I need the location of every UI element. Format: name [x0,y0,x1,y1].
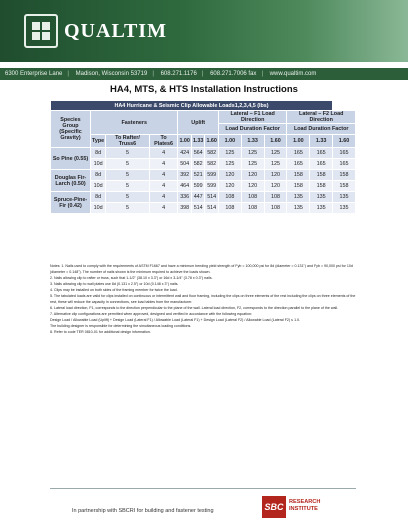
uplift-cell: 398 [178,203,192,214]
col-f2: Lateral – F2 Load Direction [287,111,356,124]
factor-cell: 1.33 [310,135,333,148]
f2-cell: 158 [310,170,333,181]
f2-cell: 135 [333,203,356,214]
rafter-cell: 5 [106,159,150,170]
contact-city: Madison, Wisconsin 53719 [75,71,148,77]
f2-cell: 165 [287,148,310,159]
f1-cell: 125 [241,148,264,159]
ldf-label: Load Duration Factor [218,124,287,135]
plates-cell: 4 [149,170,178,181]
type-cell: 8d [91,148,106,159]
note-item: 3. Nails allowing clip to wall plates use 8d (0.131 x 2.5") or 10d (0.148 x 3") nails. [50,281,179,286]
table-row [51,170,356,181]
f2-cell: 158 [333,170,356,181]
col-f1: Lateral – F1 Load Direction [218,111,287,124]
f2-cell: 165 [310,148,333,159]
f2-cell: 135 [287,203,310,214]
rafter-cell: 5 [106,203,150,214]
factor-cell: 1.60 [205,135,219,148]
f2-cell: 135 [287,192,310,203]
uplift-cell: 599 [205,181,219,192]
f2-cell: 158 [310,181,333,192]
sub-rafter: To Rafter/ Truss6 [106,135,150,148]
note-item: 5. The tabulated loads are valid for clips installed on continuous or intermittent wall and floor framing, including the clips on three elements of the rest including the clips on three elements of the rest, these will reduce the capacity in connections, see load tables from the manufacturer. [50,293,356,304]
f2-cell: 135 [333,192,356,203]
factor-cell: 1.60 [264,135,287,148]
uplift-cell: 514 [205,192,219,203]
plates-cell: 4 [149,159,178,170]
uplift-cell: 447 [191,192,205,203]
f2-cell: 165 [333,148,356,159]
f1-cell: 108 [241,192,264,203]
f1-cell: 125 [241,159,264,170]
note-item: 7. Alternative clip configurations are permitted when approved, designed and verified in accordance with the following equation: [50,311,252,316]
f1-cell: 120 [241,181,264,192]
sbc-research-logo [262,496,332,518]
contact-phone: 608.271.1176 [160,71,197,77]
table-row [51,159,356,170]
factor-cell: 1.60 [333,135,356,148]
uplift-cell: 564 [191,148,205,159]
plates-cell: 4 [149,192,178,203]
note-item: Notes: 1. Nails used to comply with the requirements of ASTM F1667 and have a minimum bending yield strength of Fyb = 100,000 psi for 8d (diameter = 0.131") and Fyb = 90,000 psi for 10d (diameter = 0.148"). The number of nails shown is the minimum required to achieve the loads shown. [50,264,353,274]
f2-cell: 158 [287,181,310,192]
f2-cell: 165 [287,159,310,170]
type-cell: 10d [91,181,106,192]
footer-text: In partnership with SBCRI for building and fastener testing [72,508,214,514]
f2-cell: 165 [333,159,356,170]
col-uplift: Uplift [178,111,219,135]
f1-cell: 120 [218,170,241,181]
type-cell: 10d [91,159,106,170]
factor-cell: 1.33 [241,135,264,148]
uplift-cell: 582 [191,159,205,170]
note-item: Design Load / Allowable Load (Uplift) + Design Load (Lateral F1) / Allowable Load (Lateral F1) + Design Load (Lateral F2) / Allowable Load (Lateral F2) ≤ 1.0. [50,317,301,322]
f1-cell: 125 [218,159,241,170]
type-cell: 8d [91,170,106,181]
page-title: HA4, MTS, & HTS Installation Instructions [110,84,298,95]
factor-cell: 1.33 [191,135,205,148]
f1-cell: 125 [264,148,287,159]
factor-cell: 1.00 [218,135,241,148]
header-band [0,0,408,62]
f1-cell: 108 [218,203,241,214]
f2-cell: 135 [310,192,333,203]
allowable-loads-table [50,100,356,214]
rafter-cell: 5 [106,170,150,181]
notes-section [50,264,356,336]
type-cell: 8d [91,192,106,203]
uplift-cell: 514 [191,203,205,214]
contact-fax: 608.271.7006 fax [210,71,257,77]
table-row [51,181,356,192]
footer-divider [50,488,356,489]
note-item: 2. Nails allowing clip to rafter or truss, such that 1-1/2" (38.10 x 3.3") or 16d x 3-1/4" (3.78 x 0.3") nails. [50,275,213,280]
f1-cell: 108 [264,192,287,203]
note-item: 6. Lateral load direction, F1, corresponds to the direction perpendicular to the plane of the wall. Lateral load direction, F2, corresponds to the direction parallel to the plane of the wall. [50,305,339,310]
uplift-cell: 582 [205,159,219,170]
col-fasteners: Fasteners [91,111,178,135]
note-item: The building designer is responsible for determining the simultaneous loading conditions. [50,323,192,328]
table-caption: HA4 Hurricane & Seismic Clip Allowable Loads1,2,3,4,5 (lbs) [51,101,333,111]
factor-cell: 1.00 [287,135,310,148]
note-item: 4. Clips may be installed on both sides of the framing member for twice the load. [50,287,178,292]
plates-cell: 4 [149,148,178,159]
sbc-words: RESEARCH INSTITUTE [289,499,321,512]
factor-cell: 1.00 [178,135,192,148]
uplift-cell: 464 [178,181,192,192]
f1-cell: 108 [218,192,241,203]
f2-cell: 158 [287,170,310,181]
table-body [51,148,356,214]
uplift-cell: 514 [205,203,219,214]
rafter-cell: 5 [106,181,150,192]
uplift-cell: 521 [191,170,205,181]
qualtim-logo-icon [24,14,58,48]
table-row [51,148,356,159]
f1-cell: 108 [264,203,287,214]
rafter-cell: 5 [106,148,150,159]
plates-cell: 4 [149,203,178,214]
type-cell: 10d [91,203,106,214]
f1-cell: 120 [241,170,264,181]
f1-cell: 125 [264,159,287,170]
table-row [51,192,356,203]
contact-bar: 6300 Enterprise Lane | Madison, Wisconsin 53719 | 608.271.1176 | 608.271.7006 fax | www.qualtim.com [0,68,408,80]
sbc-mark-icon: SBC [262,496,286,518]
plates-cell: 4 [149,181,178,192]
f2-cell: 158 [333,181,356,192]
sub-plates: To Plates6 [149,135,178,148]
f1-cell: 108 [241,203,264,214]
uplift-cell: 599 [205,170,219,181]
uplift-cell: 504 [178,159,192,170]
species-cell: Spruce-Pine-Fir (0.42) [51,192,91,214]
uplift-cell: 424 [178,148,192,159]
brand-name: QUALTIM [64,20,167,42]
uplift-cell: 582 [205,148,219,159]
f1-cell: 120 [264,181,287,192]
uplift-cell: 599 [191,181,205,192]
f1-cell: 120 [218,181,241,192]
page-header [0,0,408,68]
table-row [51,203,356,214]
species-cell: Douglas Fir-Larch (0.50) [51,170,91,192]
f1-cell: 125 [218,148,241,159]
rafter-cell: 5 [106,192,150,203]
contact-web[interactable]: www.qualtim.com [269,71,317,77]
species-cell: So Pine (0.55) [51,148,91,170]
contact-address: 6300 Enterprise Lane [5,71,63,77]
ldf-label: Load Duration Factor [287,124,356,135]
f2-cell: 135 [310,203,333,214]
note-item: 8. Refer to code TER 0810-01 for additional design information. [50,330,151,335]
col-species: Species Group (Specific Gravity) [51,111,91,148]
f2-cell: 165 [310,159,333,170]
f1-cell: 120 [264,170,287,181]
sub-type: Type [91,135,106,148]
uplift-cell: 392 [178,170,192,181]
uplift-cell: 336 [178,192,192,203]
